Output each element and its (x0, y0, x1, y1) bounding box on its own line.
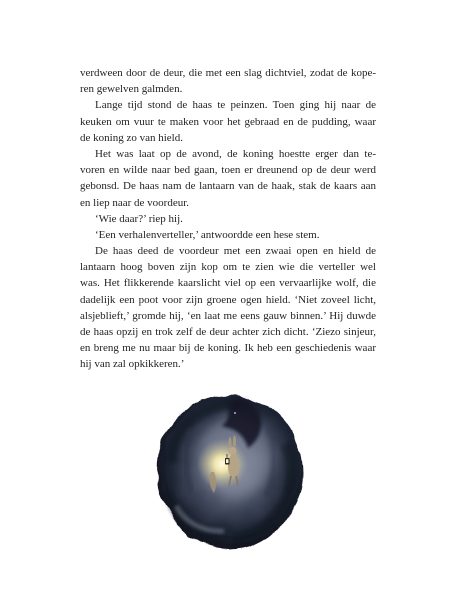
text-line: ren gewelven galmden. (80, 83, 183, 96)
paragraph (80, 65, 376, 97)
candle-glow (197, 439, 247, 489)
body-text (80, 65, 376, 373)
paragraph (80, 146, 376, 211)
text-line: voren en wilde naar bed gaan, toen er dreunend op de deur werd (80, 164, 376, 177)
paragraph (80, 227, 376, 243)
text-line: ‘Wie daar?’ riep hij. (95, 212, 183, 225)
text-line: gebonsd. De haas nam de lantaarn van de haak, stak de kaars aan (80, 180, 376, 193)
text-line: was. Het flikkerende kaarslicht viel op een vervaarlijke wolf, die (80, 277, 376, 290)
text-line: ‘Een verhalenverteller,’ antwoordde een hese stem. (95, 228, 320, 241)
text-line: de haas opzij en trok zelf de deur achter zich dicht. ‘Ziezo sinjeur, (80, 326, 376, 338)
illustration-vignette (150, 388, 310, 556)
text-line: lantaarn hoog boven zijn kop om te zien wie die verteller wel (80, 261, 376, 274)
text-line: keuken om vuur te maken voor het gebraad en de pudding, waar (80, 115, 376, 128)
text-line: en liep naar de voordeur. (80, 196, 190, 209)
text-line: alsjeblieft,’ gromde hij, ‘en laat me eens gauw binnen.’ Hij duwde (80, 309, 376, 322)
paragraph (80, 211, 376, 227)
text-line: De haas deed de voordeur met een zwaai open en hield de (95, 245, 376, 258)
text-line: dadelijk een poot voor zijn groene ogen hield. ‘Niet zoveel licht, (80, 293, 376, 306)
text-line: Lange tijd stond de haas te peinzen. Toen ging hij naar de (95, 99, 376, 112)
paragraph (80, 97, 376, 146)
paragraph (80, 243, 376, 373)
text-line: de koning zo van hield. (80, 131, 183, 144)
text-line: verdween door de deur, die met een slag dichtviel, zodat de kope- (80, 67, 376, 79)
text-line: hij van zal opkikkeren.’ (80, 358, 185, 371)
text-line: en breng me nu maar bij de koning. Ik heb een geschiedenis waar (80, 342, 376, 355)
text-line: Het was laat op de avond, de koning hoestte erger dan te- (95, 147, 376, 160)
